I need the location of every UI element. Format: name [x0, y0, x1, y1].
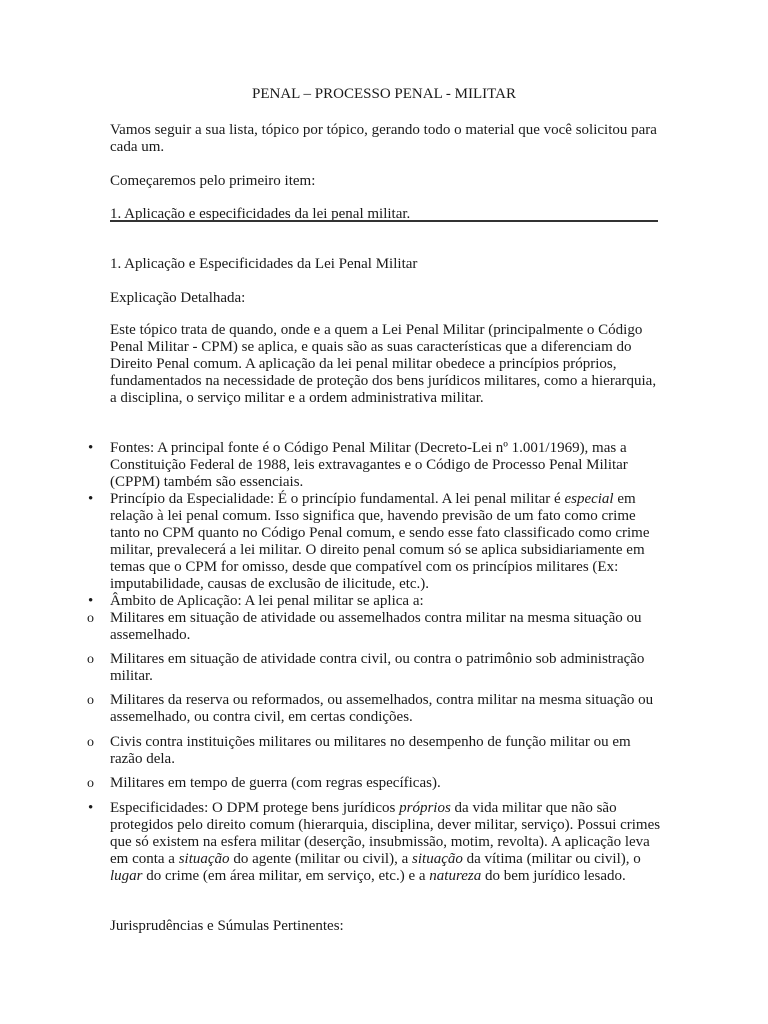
bullet-fontes: Fontes: A principal fonte é o Código Penal Militar (Decreto-Lei nº 1.001/1969), mas a Constituição Federal de 1988, leis extravagantes e o Código de Processo Penal Militar (CPPM) também são essenciais. — [110, 440, 628, 490]
subitem: Militares em tempo de guerra (com regras específicas). — [110, 775, 441, 791]
bullet-marker: • — [88, 491, 94, 507]
horizontal-rule — [110, 220, 658, 222]
subitem-marker: o — [87, 611, 94, 626]
intro-paragraph-2: Começaremos pelo primeiro item: — [110, 173, 316, 189]
bullet-marker: • — [88, 440, 94, 456]
subitem: Militares em situação de atividade ou assemelhados contra militar na mesma situação ou assemelhado. — [110, 610, 642, 643]
bullet-especificidades: Especificidades: O DPM protege bens jurídicos próprios da vida militar que não são protegidos pelo direito comum (hierarquia, disciplina, dever militar, serviço). Possui crimes que só existem na esfera militar (deserção, insubmissão, motim, revolta). A aplicação leva em conta a situação do agente (militar ou civil), a situação da vítima (militar ou civil), o lugar do crime (em área militar, em serviço, etc.) e a natureza do bem jurídico lesado. — [110, 800, 661, 884]
bullet-marker: • — [88, 800, 94, 816]
subitem-marker: o — [87, 776, 94, 791]
section-subheading: Explicação Detalhada: — [110, 290, 246, 306]
bullet-marker: • — [88, 593, 94, 609]
document-title: PENAL – PROCESSO PENAL - MILITAR — [252, 86, 516, 102]
intro-paragraph-1: Vamos seguir a sua lista, tópico por tópico, gerando todo o material que você solicitou para cada um. — [110, 122, 657, 155]
subitem: Militares da reserva ou reformados, ou assemelhados, contra militar na mesma situação ou assemelhado, ou contra civil, em certas condições. — [110, 692, 654, 725]
bullet-especialidade: Princípio da Especialidade: É o princípio fundamental. A lei penal militar é especial em relação à lei penal comum. Isso significa que, havendo previsão de um fato como crime tanto no CPM quanto no Código Penal comum, e sendo esse fato classificado como crime militar, prevalecerá a lei militar. O direito penal comum só se aplica subsidiariamente em temas que o CPM for omisso, desde que compatível com os princípios militares (Ex: imputabilidade, causas de exclusão de ilicitude, etc.). — [110, 491, 650, 592]
subitem-marker: o — [87, 735, 94, 750]
subitem: Militares em situação de atividade contra civil, ou contra o patrimônio sob administração militar. — [110, 651, 645, 684]
intro-paragraph-3: 1. Aplicação e especificidades da lei penal militar. — [110, 206, 411, 222]
section-body: Este tópico trata de quando, onde e a quem a Lei Penal Militar (principalmente o Código Penal Militar - CPM) se aplica, e quais são as suas características que a diferenciam do Direito Penal comum. A aplicação da lei penal militar obedece a princípios próprios, fundamentados na necessidade de proteção dos bens jurídicos militares, como a hierarquia, a disciplina, o serviço militar e a ordem administrativa militar. — [110, 322, 657, 406]
section-heading: 1. Aplicação e Especificidades da Lei Penal Militar — [110, 256, 418, 272]
subitem-marker: o — [87, 693, 94, 708]
bullet-ambito: Âmbito de Aplicação: A lei penal militar se aplica a: — [110, 593, 424, 609]
subitem: Civis contra instituições militares ou militares no desempenho de função militar ou em razão dela. — [110, 734, 631, 767]
subitem-marker: o — [87, 652, 94, 667]
footer-heading: Jurisprudências e Súmulas Pertinentes: — [110, 918, 344, 934]
